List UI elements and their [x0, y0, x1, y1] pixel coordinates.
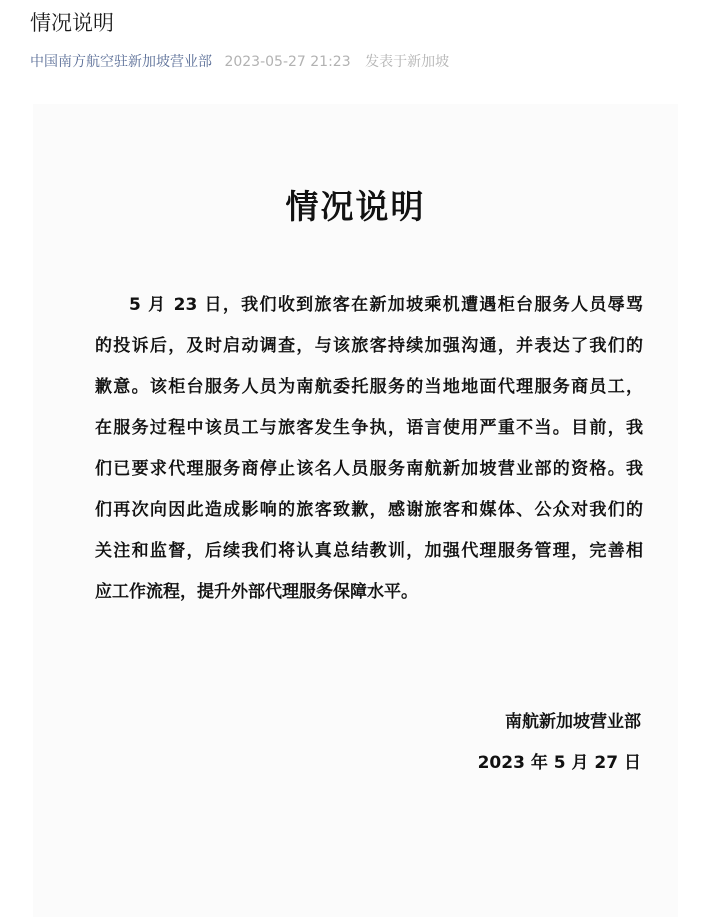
notice-line: 们已要求代理服务商停止该名人员服务南航新加坡营业部的资格。我: [95, 459, 643, 479]
notice-heading: 情况说明: [285, 187, 426, 226]
notice-body: [95, 285, 643, 613]
notice-line: 的投诉后，及时启动调查，与该旅客持续加强沟通，并表达了我们的: [95, 336, 643, 356]
notice-line: 在服务过程中该员工与旅客发生争执，语言使用严重不当。目前，我: [95, 418, 643, 438]
notice-line: 们再次向因此造成影响的旅客致歉，感谢旅客和媒体、公众对我们的: [95, 500, 643, 520]
article-title: 情况说明: [30, 11, 114, 35]
signature-org: 南航新加坡营业部: [505, 712, 641, 732]
notice-line: 应工作流程，提升外部代理服务保障水平。: [95, 582, 418, 602]
account-name-link[interactable]: 中国南方航空驻新加坡营业部: [30, 54, 212, 70]
article-meta: [30, 52, 690, 72]
notice-line: 5 月 23 日，我们收到旅客在新加坡乘机遭遇柜台服务人员辱骂: [129, 295, 643, 315]
notice-image[interactable]: [33, 104, 678, 917]
publish-location: 发表于新加坡: [365, 54, 450, 70]
notice-signature: [478, 702, 641, 784]
signature-date: 2023 年 5 月 27 日: [477, 753, 641, 773]
publish-time: 2023-05-27 21:23: [224, 54, 351, 70]
notice-line: 关注和监督，后续我们将认真总结教训，加强代理服务管理，完善相: [95, 541, 643, 561]
article-header: [30, 8, 690, 72]
notice-line: 歉意。该柜台服务人员为南航委托服务的当地地面代理服务商员工，: [95, 377, 643, 397]
